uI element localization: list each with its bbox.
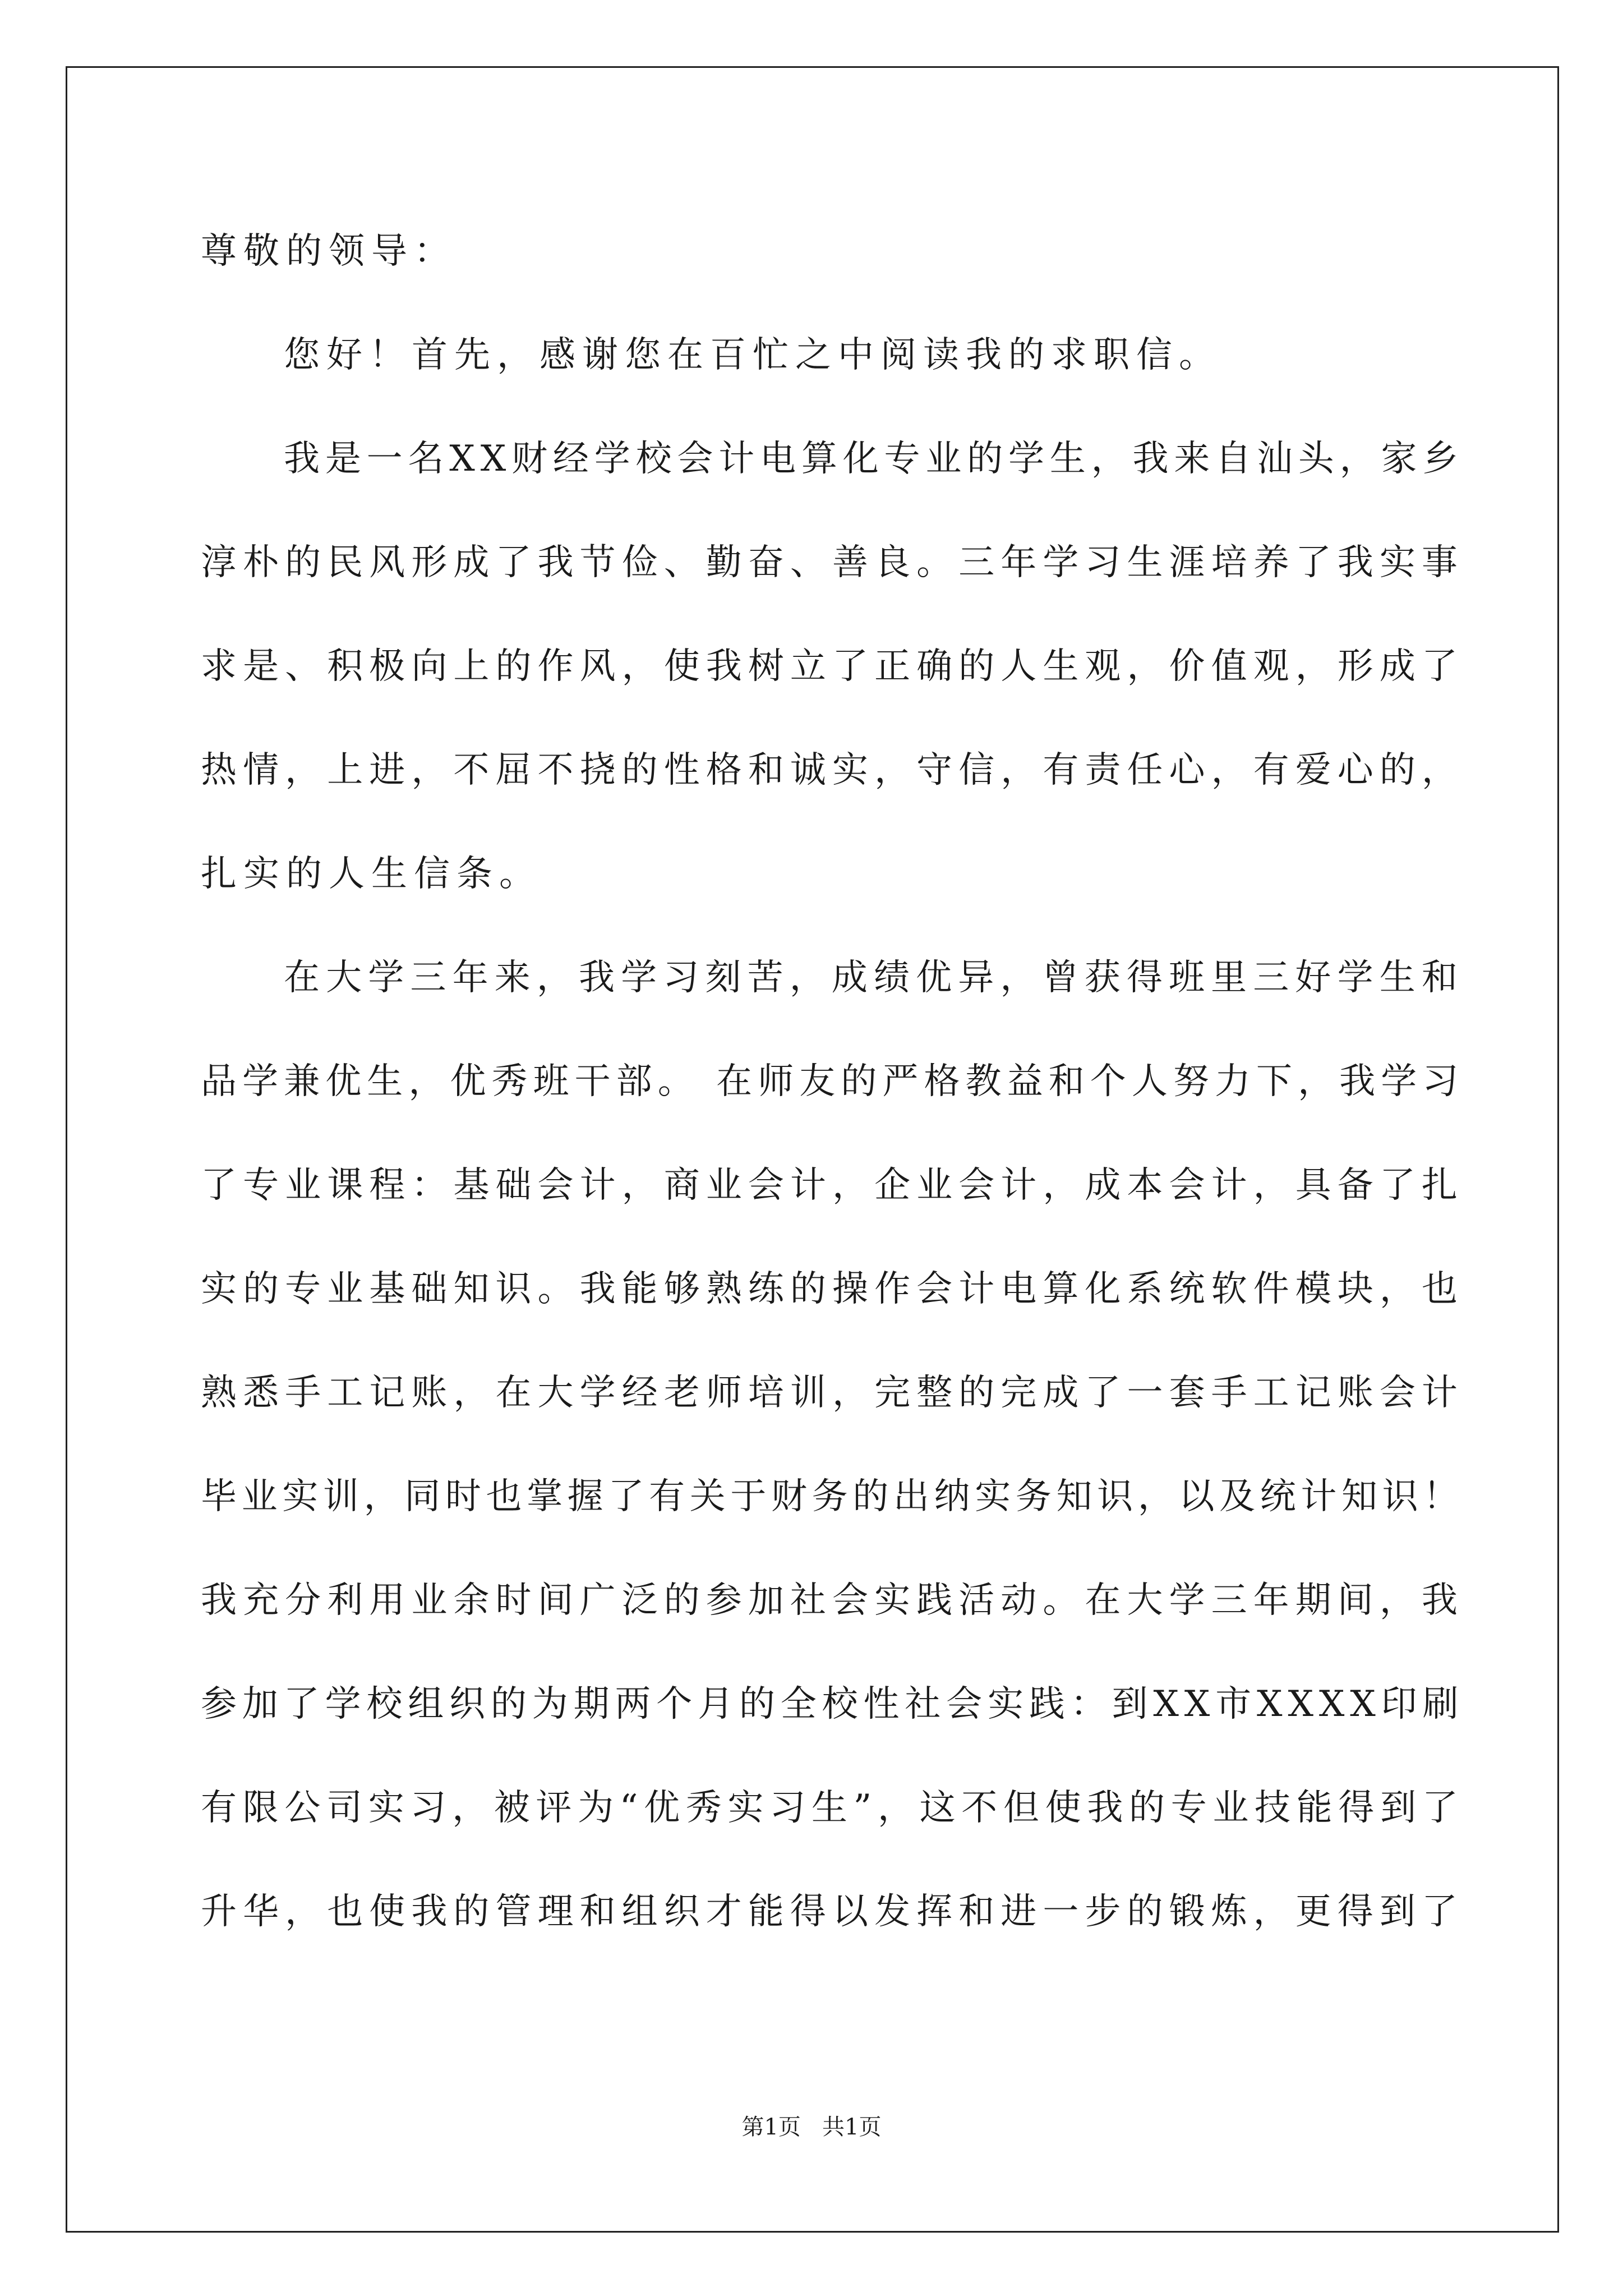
page-number-footer: 第1页 共1页 <box>741 2114 882 2140</box>
paragraph-3-line-7: 我充分利用业余时间广泛的参加社会实践活动。在大学三年期间，我 <box>201 1580 1464 1621</box>
paragraph-3-line-6: 毕业实训，同时也掌握了有关于财务的出纳实务知识，以及统计知识！ <box>201 1476 1464 1517</box>
paragraph-2-line-4: 热情，上进，不屈不挠的性格和诚实，守信，有责任心，有爱心的， <box>201 749 1464 791</box>
paragraph-2-line-2: 淳朴的民风形成了我节俭、勤奋、善良。三年学习生涯培养了我实事 <box>201 542 1464 583</box>
paragraph-3-line-8: 参加了学校组织的为期两个月的全校性社会实践：到XX市XXXX印刷 <box>201 1683 1464 1725</box>
paragraph-2-line-3: 求是、积极向上的作风，使我树立了正确的人生观，价值观，形成了 <box>201 646 1464 687</box>
paragraph-3-line-2: 品学兼优生，优秀班干部。 在师友的严格教益和个人努力下，我学习 <box>201 1061 1464 1102</box>
paragraph-3-line-4: 实的专业基础知识。我能够熟练的操作会计电算化系统软件模块，也 <box>201 1268 1464 1310</box>
salutation: 尊敬的领导： <box>201 231 457 272</box>
paragraph-2-line-5: 扎实的人生信条。 <box>201 853 542 895</box>
paragraph-3-line-9: 有限公司实习，被评为“优秀实习生”，这不但使我的专业技能得到了 <box>201 1787 1464 1829</box>
paragraph-3-line-10: 升华，也使我的管理和组织才能得以发挥和进一步的锻炼，更得到了 <box>201 1891 1464 1932</box>
paragraph-3-line-1: 在大学三年来，我学习刻苦，成绩优异，曾获得班里三好学生和 <box>284 957 1464 999</box>
paragraph-1-line-1: 您好！首先，感谢您在百忙之中阅读我的求职信。 <box>284 334 1221 376</box>
paragraph-3-line-5: 熟悉手工记账，在大学经老师培训，完整的完成了一套手工记账会计 <box>201 1372 1464 1414</box>
paragraph-2-line-1: 我是一名XX财经学校会计电算化专业的学生，我来自汕头，家乡 <box>284 438 1464 480</box>
paragraph-3-line-3: 了专业课程：基础会计，商业会计，企业会计，成本会计，具备了扎 <box>201 1165 1464 1206</box>
